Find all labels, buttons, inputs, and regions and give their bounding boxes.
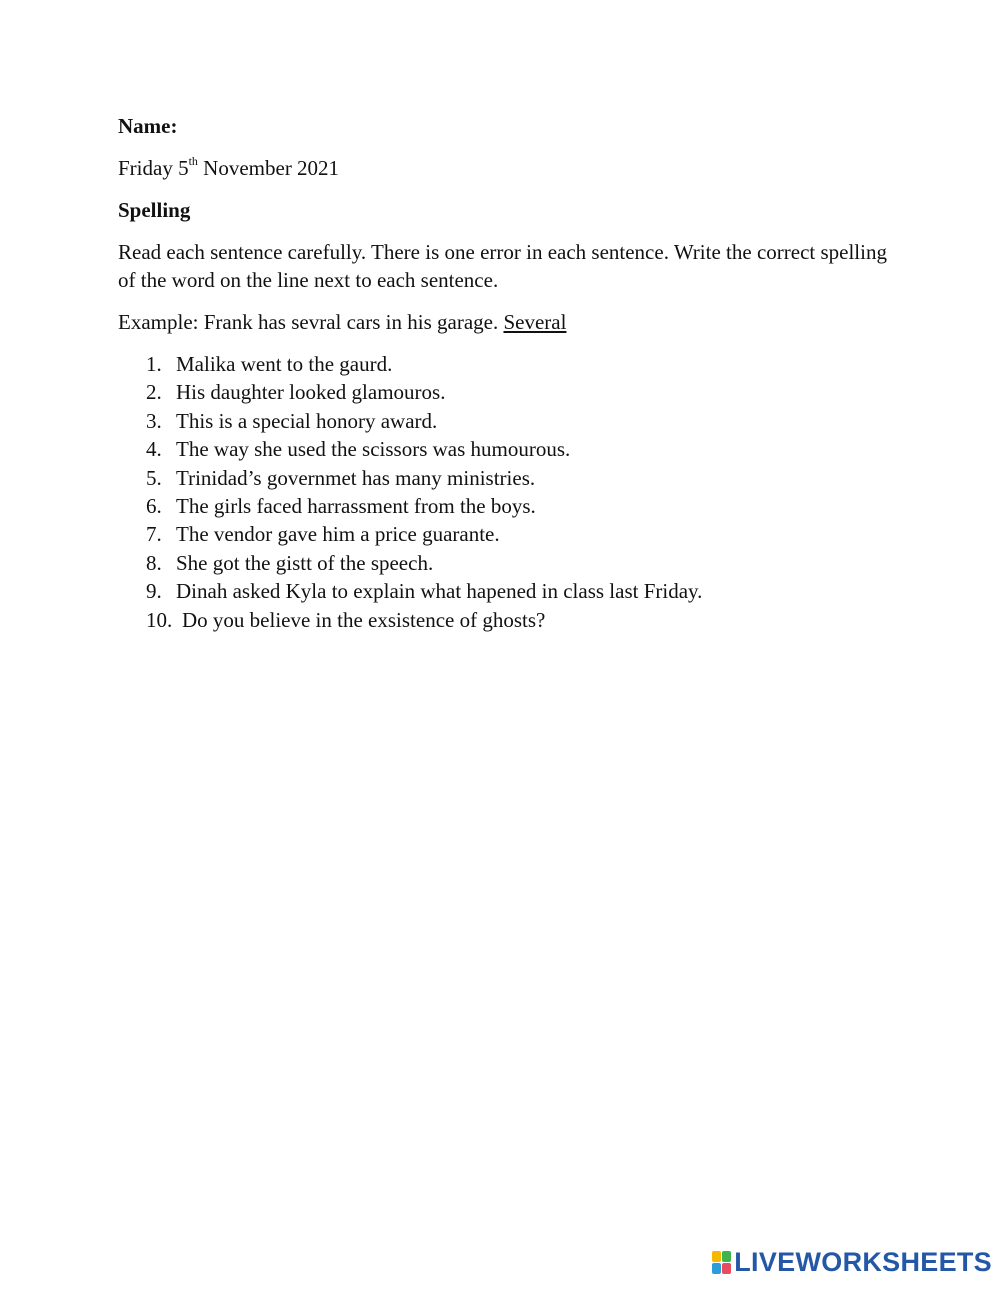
- item-number: 10.: [146, 607, 173, 632]
- logo-text: LIVEWORKSHEETS: [734, 1246, 992, 1277]
- date-prefix: Friday 5: [118, 156, 189, 180]
- item-text: His daughter looked glamouros.: [176, 380, 446, 405]
- liveworksheets-logo-icon: [712, 1251, 731, 1274]
- item-text: The girls faced harrassment from the boys.: [176, 493, 536, 518]
- item-number: 8.: [146, 550, 162, 575]
- item-number: 5.: [146, 465, 162, 490]
- item-number: 2.: [146, 380, 162, 405]
- item-text: The vendor gave him a price guarante.: [176, 522, 500, 547]
- list-item: [118, 549, 918, 577]
- item-number: 7.: [146, 522, 162, 547]
- example-answer: Several: [503, 310, 567, 334]
- item-text: Malika went to the gaurd.: [176, 352, 393, 376]
- logo-tile: [712, 1251, 721, 1262]
- instructions-text: Read each sentence carefully. There is one error in each sentence. Write the correct spelling of the word on the line next to each sentence.: [118, 240, 887, 292]
- list-item: [118, 492, 918, 520]
- date-suffix: November 2021: [197, 156, 340, 180]
- worksheet-date: [118, 154, 918, 182]
- name-label: Name:: [118, 114, 178, 138]
- list-item: [118, 464, 918, 492]
- item-text: She got the gistt of the speech.: [176, 550, 434, 575]
- date-ordinal: th: [188, 154, 198, 168]
- item-text: Trinidad’s governmet has many ministries.: [176, 465, 536, 490]
- list-item: [118, 520, 918, 548]
- worksheet-heading: Spelling: [118, 198, 191, 222]
- item-number: 3.: [146, 408, 162, 433]
- list-item: [118, 350, 918, 378]
- item-number: 6.: [146, 493, 162, 518]
- liveworksheets-logo: [712, 1247, 992, 1277]
- item-number: 9.: [146, 579, 162, 604]
- item-number: 4.: [146, 437, 162, 462]
- item-text: Do you believe in the exsistence of ghosts?: [182, 607, 546, 632]
- sentence-list: [118, 350, 918, 634]
- list-item: [118, 606, 918, 634]
- item-text: The way she used the scissors was humourous.: [176, 437, 571, 462]
- item-text: This is a special honory award.: [176, 408, 438, 433]
- example-sentence: [118, 308, 918, 336]
- logo-tile: [722, 1263, 731, 1274]
- logo-tile: [722, 1251, 731, 1262]
- example-text: Example: Frank has sevral cars in his garage.: [118, 310, 504, 334]
- list-item: [118, 378, 918, 406]
- list-item: [118, 577, 918, 605]
- worksheet-page: [118, 112, 918, 634]
- list-item: [118, 435, 918, 463]
- item-number: 1.: [146, 352, 162, 376]
- list-item: [118, 407, 918, 435]
- logo-tile: [712, 1263, 721, 1274]
- item-text: Dinah asked Kyla to explain what hapened in class last Friday.: [176, 579, 703, 604]
